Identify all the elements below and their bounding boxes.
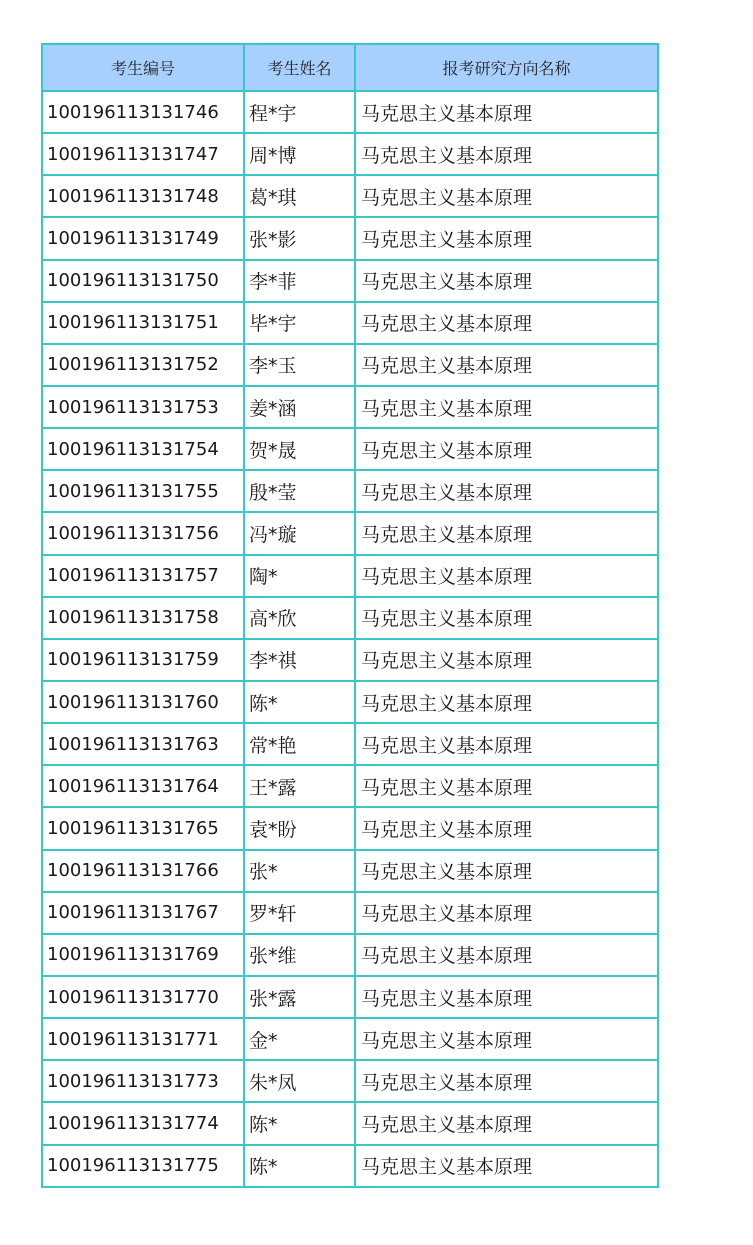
cell-candidate-id: 100196113131763	[42, 723, 244, 765]
cell-candidate-name: 冯*璇	[244, 512, 355, 554]
cell-research-direction: 马克思主义基本原理	[355, 765, 658, 807]
cell-candidate-name: 殷*莹	[244, 470, 355, 512]
header-candidate-id: 考生编号	[42, 44, 244, 91]
cell-candidate-id: 100196113131750	[42, 260, 244, 302]
cell-research-direction: 马克思主义基本原理	[355, 386, 658, 428]
cell-candidate-id: 100196113131751	[42, 302, 244, 344]
header-candidate-name: 考生姓名	[244, 44, 355, 91]
table-row	[42, 807, 658, 849]
candidate-table	[41, 43, 659, 1188]
cell-research-direction: 马克思主义基本原理	[355, 91, 658, 133]
header-row	[42, 44, 658, 91]
table-row	[42, 765, 658, 807]
cell-candidate-name: 张*维	[244, 934, 355, 976]
cell-candidate-id: 100196113131748	[42, 175, 244, 217]
cell-research-direction: 马克思主义基本原理	[355, 976, 658, 1018]
table-row	[42, 555, 658, 597]
table-row	[42, 470, 658, 512]
cell-candidate-id: 100196113131747	[42, 133, 244, 175]
cell-candidate-name: 周*博	[244, 133, 355, 175]
cell-candidate-name: 罗*轩	[244, 892, 355, 934]
cell-research-direction: 马克思主义基本原理	[355, 723, 658, 765]
cell-candidate-id: 100196113131760	[42, 681, 244, 723]
table-row	[42, 344, 658, 386]
table-row	[42, 91, 658, 133]
cell-research-direction: 马克思主义基本原理	[355, 1018, 658, 1060]
table-row	[42, 217, 658, 259]
cell-research-direction: 马克思主义基本原理	[355, 344, 658, 386]
cell-candidate-id: 100196113131757	[42, 555, 244, 597]
cell-research-direction: 马克思主义基本原理	[355, 850, 658, 892]
cell-candidate-name: 常*艳	[244, 723, 355, 765]
cell-candidate-id: 100196113131752	[42, 344, 244, 386]
cell-research-direction: 马克思主义基本原理	[355, 597, 658, 639]
cell-candidate-id: 100196113131771	[42, 1018, 244, 1060]
cell-research-direction: 马克思主义基本原理	[355, 1060, 658, 1102]
cell-candidate-id: 100196113131774	[42, 1102, 244, 1144]
cell-candidate-id: 100196113131754	[42, 428, 244, 470]
table-row	[42, 597, 658, 639]
cell-research-direction: 马克思主义基本原理	[355, 302, 658, 344]
candidate-list-sheet	[41, 43, 657, 1188]
cell-candidate-name: 姜*涵	[244, 386, 355, 428]
table-row	[42, 428, 658, 470]
table-row	[42, 1145, 658, 1187]
cell-candidate-id: 100196113131775	[42, 1145, 244, 1187]
cell-candidate-name: 陈*	[244, 1145, 355, 1187]
cell-candidate-id: 100196113131765	[42, 807, 244, 849]
cell-candidate-name: 程*宇	[244, 91, 355, 133]
table-row	[42, 512, 658, 554]
table-row	[42, 976, 658, 1018]
cell-candidate-id: 100196113131759	[42, 639, 244, 681]
cell-candidate-name: 袁*盼	[244, 807, 355, 849]
cell-research-direction: 马克思主义基本原理	[355, 1102, 658, 1144]
cell-research-direction: 马克思主义基本原理	[355, 428, 658, 470]
cell-candidate-name: 王*露	[244, 765, 355, 807]
table-header	[42, 44, 658, 91]
cell-candidate-id: 100196113131756	[42, 512, 244, 554]
cell-candidate-name: 金*	[244, 1018, 355, 1060]
table-row	[42, 260, 658, 302]
cell-research-direction: 马克思主义基本原理	[355, 892, 658, 934]
table-row	[42, 1102, 658, 1144]
table-row	[42, 681, 658, 723]
cell-research-direction: 马克思主义基本原理	[355, 639, 658, 681]
cell-candidate-id: 100196113131769	[42, 934, 244, 976]
cell-research-direction: 马克思主义基本原理	[355, 807, 658, 849]
cell-candidate-id: 100196113131770	[42, 976, 244, 1018]
table-row	[42, 386, 658, 428]
cell-candidate-name: 葛*琪	[244, 175, 355, 217]
cell-candidate-name: 陶*	[244, 555, 355, 597]
header-research-direction: 报考研究方向名称	[355, 44, 658, 91]
cell-candidate-name: 李*祺	[244, 639, 355, 681]
cell-candidate-id: 100196113131758	[42, 597, 244, 639]
cell-research-direction: 马克思主义基本原理	[355, 133, 658, 175]
cell-candidate-id: 100196113131766	[42, 850, 244, 892]
cell-candidate-name: 张*影	[244, 217, 355, 259]
cell-candidate-name: 贺*晟	[244, 428, 355, 470]
cell-research-direction: 马克思主义基本原理	[355, 470, 658, 512]
table-row	[42, 302, 658, 344]
table-row	[42, 850, 658, 892]
cell-candidate-name: 陈*	[244, 1102, 355, 1144]
table-row	[42, 175, 658, 217]
table-row	[42, 934, 658, 976]
cell-candidate-id: 100196113131753	[42, 386, 244, 428]
cell-candidate-name: 毕*宇	[244, 302, 355, 344]
cell-candidate-name: 陈*	[244, 681, 355, 723]
cell-candidate-name: 张*	[244, 850, 355, 892]
cell-research-direction: 马克思主义基本原理	[355, 512, 658, 554]
cell-research-direction: 马克思主义基本原理	[355, 681, 658, 723]
cell-candidate-id: 100196113131764	[42, 765, 244, 807]
cell-candidate-id: 100196113131755	[42, 470, 244, 512]
cell-candidate-id: 100196113131767	[42, 892, 244, 934]
table-row	[42, 1018, 658, 1060]
table-body	[42, 91, 658, 1187]
cell-research-direction: 马克思主义基本原理	[355, 175, 658, 217]
cell-candidate-id: 100196113131746	[42, 91, 244, 133]
table-row	[42, 639, 658, 681]
cell-research-direction: 马克思主义基本原理	[355, 934, 658, 976]
cell-research-direction: 马克思主义基本原理	[355, 260, 658, 302]
table-row	[42, 1060, 658, 1102]
cell-research-direction: 马克思主义基本原理	[355, 1145, 658, 1187]
table-row	[42, 892, 658, 934]
cell-research-direction: 马克思主义基本原理	[355, 555, 658, 597]
cell-candidate-id: 100196113131773	[42, 1060, 244, 1102]
cell-candidate-name: 李*菲	[244, 260, 355, 302]
cell-research-direction: 马克思主义基本原理	[355, 217, 658, 259]
cell-candidate-name: 高*欣	[244, 597, 355, 639]
cell-candidate-name: 李*玉	[244, 344, 355, 386]
table-row	[42, 723, 658, 765]
table-row	[42, 133, 658, 175]
cell-candidate-name: 张*露	[244, 976, 355, 1018]
cell-candidate-name: 朱*凤	[244, 1060, 355, 1102]
cell-candidate-id: 100196113131749	[42, 217, 244, 259]
